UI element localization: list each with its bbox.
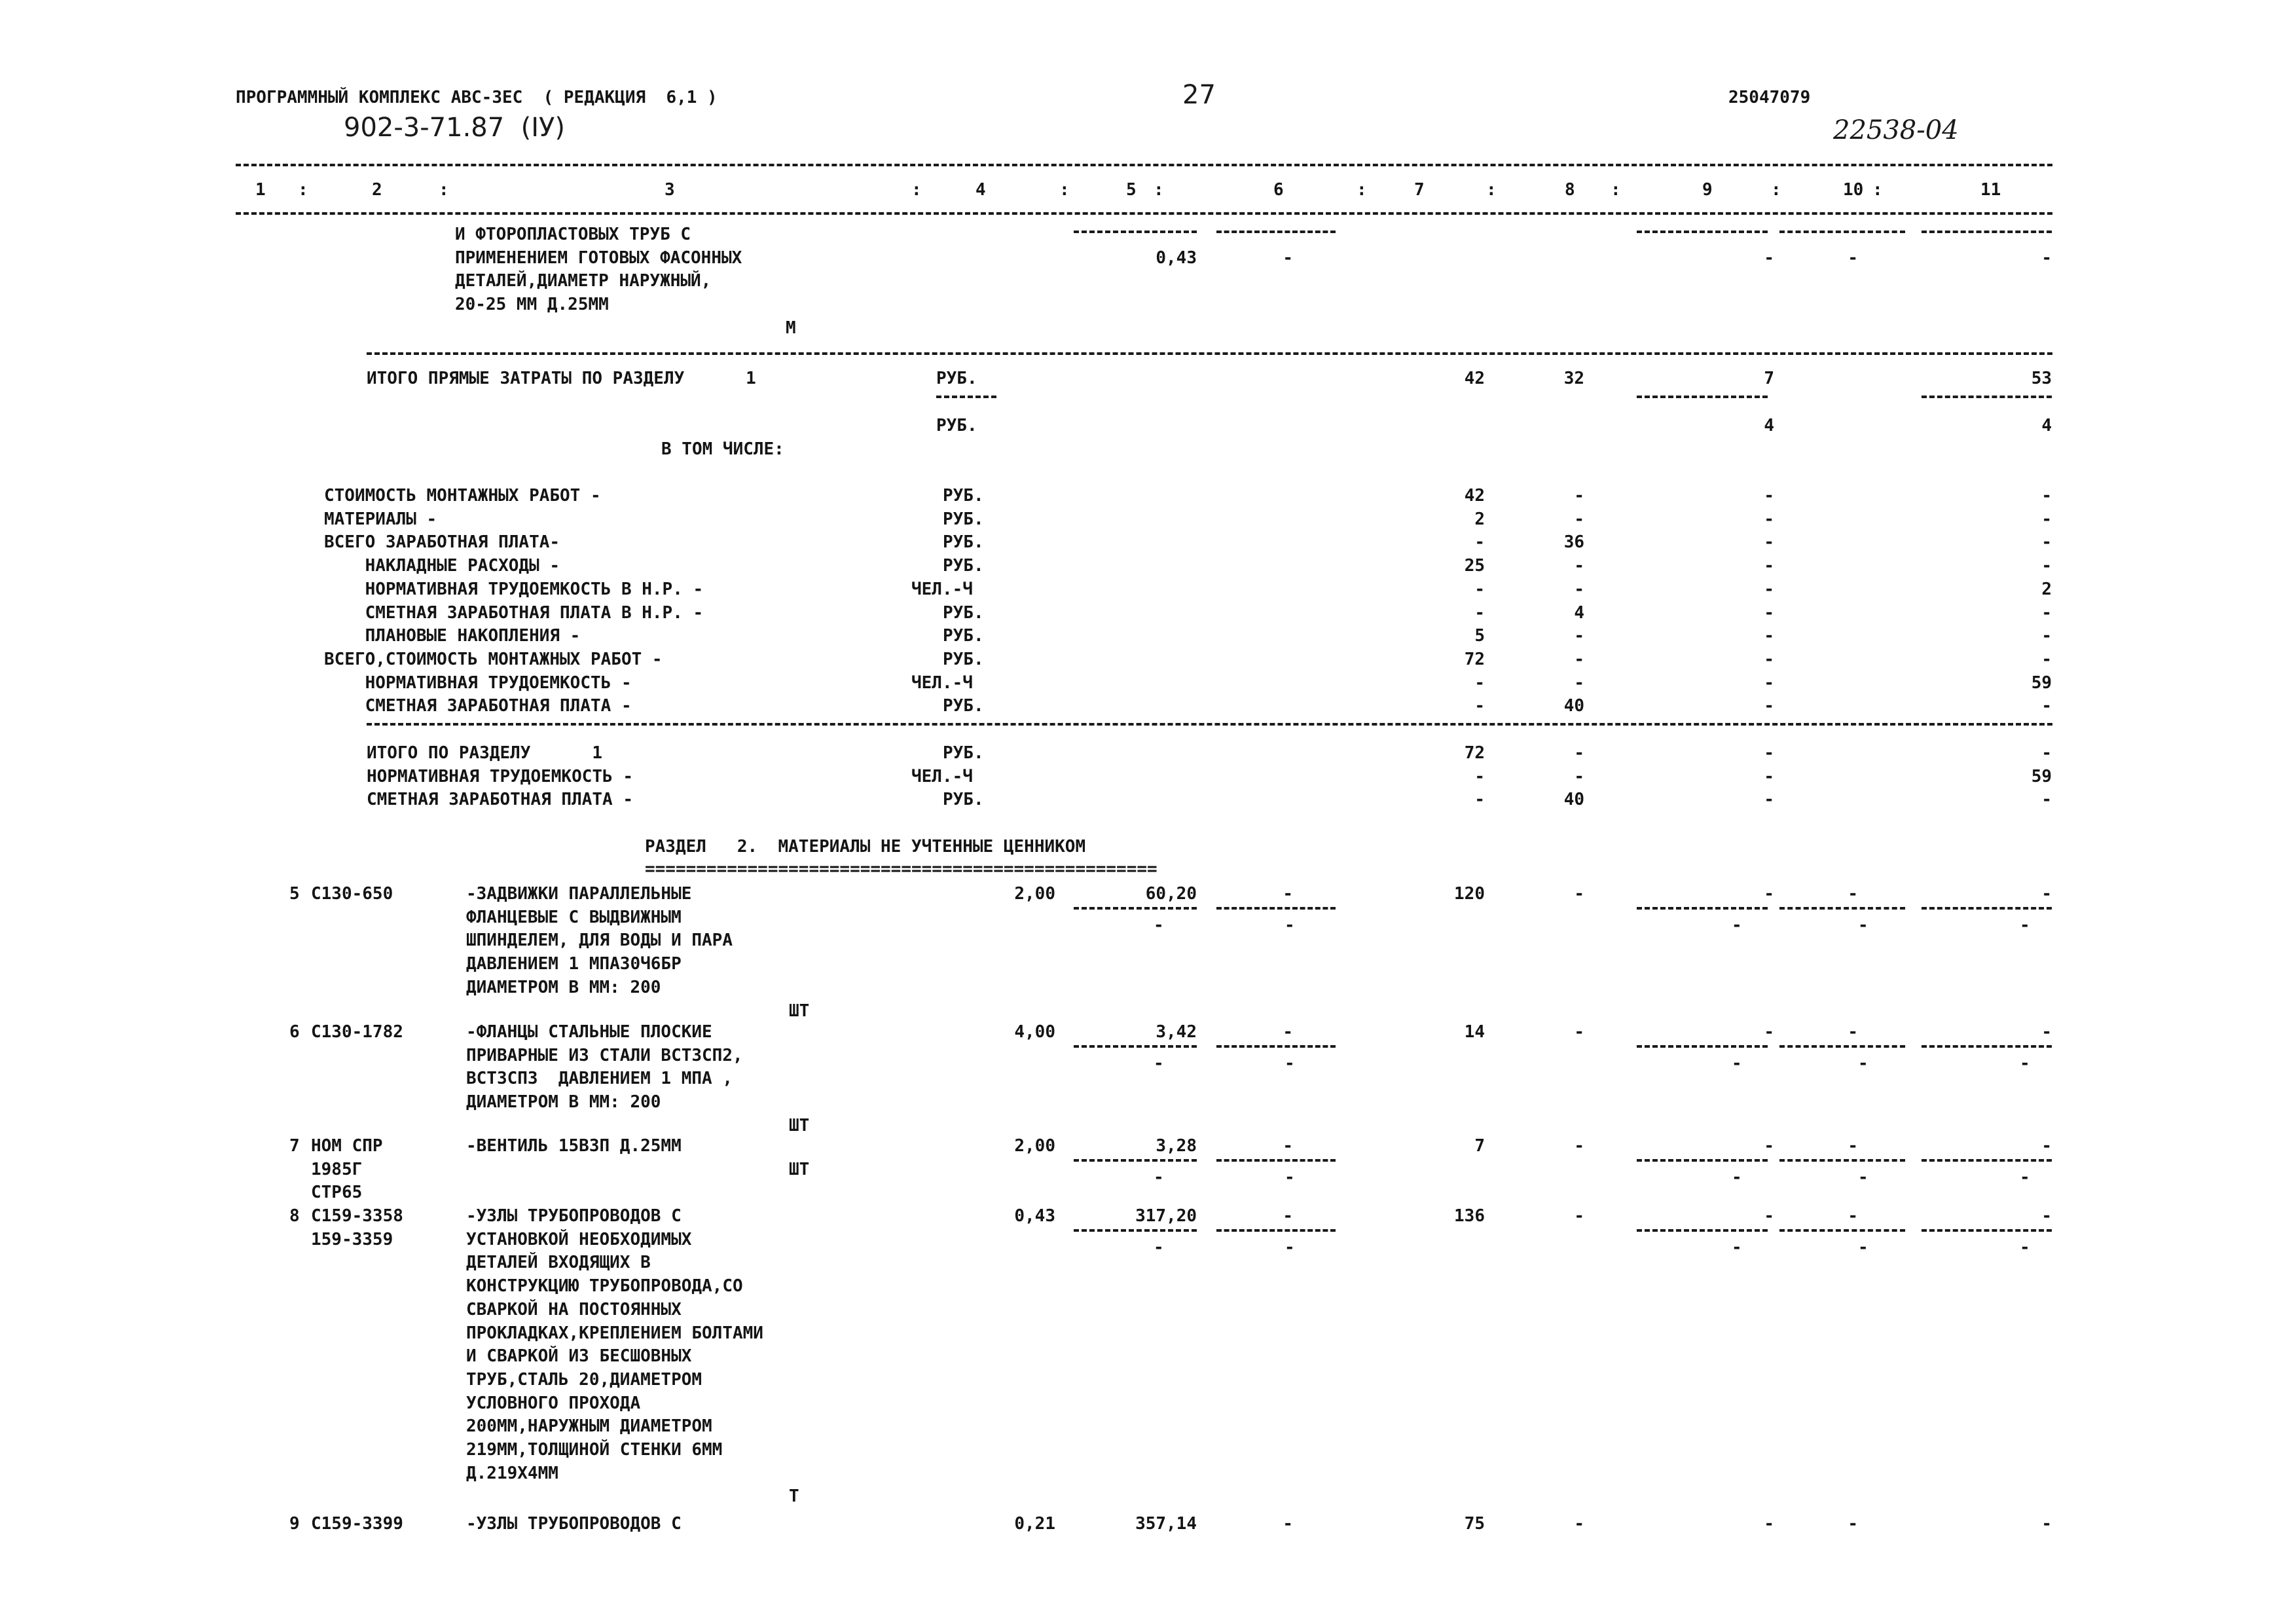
item-c8: - — [1574, 1206, 1584, 1226]
breakdown-c8: - — [1574, 509, 1584, 529]
item-c6: - — [1283, 1206, 1293, 1226]
sub-rule-c11 — [1922, 1159, 2052, 1162]
column-separator: : — [1154, 180, 1164, 200]
item-description-line: -ФЛАНЦЫ СТАЛЬНЫЕ ПЛОСКИЕ — [466, 1022, 712, 1042]
item-c9b: - — [1732, 1237, 1742, 1257]
sub-rule-c6 — [1216, 907, 1336, 910]
item-c5b: - — [1154, 1167, 1164, 1187]
sub-rule-c11 — [1922, 1229, 2052, 1232]
breakdown-c11: - — [2041, 649, 2052, 669]
column-separator: : — [1357, 180, 1367, 200]
header-top-rule — [236, 164, 2052, 166]
item-code: С130-650 — [311, 884, 393, 904]
sub-rule-c6 — [1216, 231, 1336, 233]
section1-total-c11b: 4 — [2041, 416, 2052, 435]
column-separator: : — [298, 180, 308, 200]
sub-rule-c6 — [1216, 1045, 1336, 1048]
item-c10: - — [1848, 884, 1858, 904]
item-description-line: ДИАМЕТРОМ В ММ: 200 — [466, 977, 661, 997]
item-c7: 75 — [1464, 1514, 1485, 1534]
item-c11: - — [2041, 1206, 2052, 1226]
unit-sub-rule — [936, 396, 996, 398]
item-unit: Т — [789, 1486, 799, 1507]
sub-rule-c9 — [1637, 1159, 1768, 1162]
item-c9b: - — [1732, 915, 1742, 935]
section-total-unit: РУБ. — [943, 790, 984, 810]
item-c6: - — [1283, 1514, 1293, 1534]
breakdown-c9: - — [1764, 626, 1774, 646]
item-description-line: ВСТ3СП3 ДАВЛЕНИЕМ 1 МПА , — [466, 1069, 733, 1089]
breakdown-label: НОРМАТИВНАЯ ТРУДОЕМКОСТЬ - — [324, 673, 632, 693]
item-c10: - — [1848, 1514, 1858, 1534]
column-separator: : — [1771, 180, 1781, 200]
breakdown-c11: 2 — [2041, 579, 2052, 599]
breakdown-label: ПЛАНОВЫЕ НАКОПЛЕНИЯ - — [324, 626, 581, 646]
item-description-line: ТРУБ,СТАЛЬ 20,ДИАМЕТРОМ — [466, 1369, 702, 1390]
column-separator: : — [1611, 180, 1621, 200]
item-c9b: - — [1732, 1167, 1742, 1187]
breakdown-unit: РУБ. — [943, 486, 984, 506]
item-description-line: СВАРКОЙ НА ПОСТОЯННЫХ — [466, 1299, 682, 1320]
section1-total-c9b: 4 — [1764, 416, 1774, 435]
item-description-line: ДИАМЕТРОМ В ММ: 200 — [466, 1092, 661, 1113]
item-description-line: -УЗЛЫ ТРУБОПРОВОДОВ С — [466, 1514, 682, 1534]
item-code: С130-1782 — [311, 1022, 403, 1042]
breakdown-c7: - — [1474, 579, 1485, 599]
item-code: 1985Г — [311, 1159, 363, 1179]
item-number: 9 — [289, 1514, 300, 1534]
breakdown-c8: 40 — [1563, 696, 1584, 716]
item-description-line: УСЛОВНОГО ПРОХОДА — [466, 1393, 641, 1413]
breakdown-label: ВСЕГО,СТОИМОСТЬ МОНТАЖНЫХ РАБОТ - — [324, 649, 663, 669]
item-description-line: ПРОКЛАДКАХ,КРЕПЛЕНИЕМ БОЛТАМИ — [466, 1323, 763, 1343]
item-cont-c9: - — [1764, 248, 1774, 268]
item-description-line: -ЗАДВИЖКИ ПАРАЛЛЕЛЬНЫЕ — [466, 884, 692, 904]
breakdown-label: НОРМАТИВНАЯ ТРУДОЕМКОСТЬ В Н.Р. - — [324, 579, 704, 599]
section-total-rule — [367, 352, 2052, 355]
column-separator: : — [439, 180, 449, 200]
breakdown-c11: - — [2041, 532, 2052, 553]
item-c10b: - — [1858, 915, 1868, 935]
breakdown-c8: 4 — [1574, 602, 1584, 623]
item-c11b: - — [2020, 1167, 2030, 1187]
breakdown-c11: 59 — [2031, 673, 2052, 693]
item-cont-c10: - — [1848, 248, 1858, 268]
sub-rule-c6 — [1216, 1229, 1336, 1232]
breakdown-c9: - — [1764, 509, 1774, 529]
breakdown-c8: - — [1574, 626, 1584, 646]
item-description-line: -УЗЛЫ ТРУБОПРОВОДОВ С — [466, 1206, 682, 1226]
breakdown-unit: РУБ. — [943, 649, 984, 669]
section2-title: РАЗДЕЛ 2. МАТЕРИАЛЫ НЕ УЧТЕННЫЕ ЦЕННИКОМ — [645, 837, 1086, 857]
breakdown-c7: 42 — [1464, 486, 1485, 506]
sub-rule-c11 — [1922, 907, 2052, 910]
section-total-c11: 59 — [2031, 766, 2052, 786]
item-c8: - — [1574, 1136, 1584, 1156]
item-c11: - — [2041, 1136, 2052, 1156]
item-c10b: - — [1858, 1167, 1868, 1187]
breakdown-c8: - — [1574, 673, 1584, 693]
breakdown-c8: - — [1574, 556, 1584, 576]
column-header-3: 3 — [665, 180, 675, 200]
item-c11b: - — [2020, 1237, 2030, 1257]
item-c5: 3,42 — [1156, 1022, 1197, 1042]
breakdown-c7: - — [1474, 673, 1485, 693]
section-total-c7: - — [1474, 766, 1485, 786]
column-header-1: 1 — [255, 180, 266, 200]
breakdown-label: СМЕТНАЯ ЗАРАБОТНАЯ ПЛАТА - — [324, 696, 632, 716]
column-header-9: 9 — [1702, 180, 1713, 200]
item-c7: 136 — [1454, 1206, 1485, 1226]
section-total-unit: ЧЕЛ.-Ч — [911, 766, 973, 786]
item-c6b: - — [1285, 1053, 1295, 1073]
column-separator: : — [1872, 180, 1883, 200]
sub-rule-c5 — [1074, 1045, 1197, 1048]
sub-rule-c11 — [1922, 1045, 2052, 1048]
item-c11: - — [2041, 884, 2052, 904]
section-total-c8: 40 — [1563, 790, 1584, 810]
section-total-c7: - — [1474, 790, 1485, 810]
item-c7: 7 — [1474, 1136, 1485, 1156]
item-c10b: - — [1858, 1053, 1868, 1073]
column-separator: : — [911, 180, 922, 200]
breakdown-c9: - — [1764, 696, 1774, 716]
section1-total-unit: РУБ. — [936, 369, 977, 388]
item-c6: - — [1283, 1022, 1293, 1042]
sub-rule-c9 — [1637, 1229, 1768, 1232]
sub-rule-c5 — [1074, 231, 1197, 233]
breakdown-unit: РУБ. — [943, 556, 984, 576]
sub-rule-c9 — [1637, 907, 1768, 910]
breakdown-c11: - — [2041, 486, 2052, 506]
section1-total-c11: 53 — [2031, 369, 2052, 388]
breakdown-unit: РУБ. — [943, 602, 984, 623]
item-description-line: 200ММ,НАРУЖНЫМ ДИАМЕТРОМ — [466, 1416, 712, 1437]
section1-total-c8: 32 — [1563, 369, 1584, 388]
column-separator: : — [1486, 180, 1497, 200]
item-description-line: ШПИНДЕЛЕМ, ДЛЯ ВОДЫ И ПАРА — [466, 931, 733, 951]
item-c9: - — [1764, 1514, 1774, 1534]
column-header-4: 4 — [975, 180, 986, 200]
item-c4: 0,43 — [1014, 1206, 1055, 1226]
section-total-c8: - — [1574, 743, 1584, 763]
section-total-label: СМЕТНАЯ ЗАРАБОТНАЯ ПЛАТА - — [367, 790, 633, 810]
item-c5: 3,28 — [1156, 1136, 1197, 1156]
breakdown-c7: 2 — [1474, 509, 1485, 529]
breakdown-c7: - — [1474, 532, 1485, 553]
section-total-c11: - — [2041, 743, 2052, 763]
c9-sub-rule — [1637, 396, 1768, 398]
item-c4: 4,00 — [1014, 1022, 1055, 1042]
item-c5b: - — [1154, 915, 1164, 935]
breakdown-c9: - — [1764, 673, 1774, 693]
item-c5: 60,20 — [1145, 884, 1197, 904]
item-cont-unit: М — [786, 318, 796, 338]
c11-sub-rule — [1922, 396, 2052, 398]
column-header-11: 11 — [1980, 180, 2001, 200]
item-number: 6 — [289, 1022, 300, 1042]
column-header-2: 2 — [372, 180, 382, 200]
item-description-line: УСТАНОВКОЙ НЕОБХОДИМЫХ — [466, 1229, 692, 1249]
item-cont-c6: - — [1283, 248, 1293, 268]
column-header-6: 6 — [1273, 180, 1284, 200]
breakdown-c7: 5 — [1474, 626, 1485, 646]
item-unit: ШТ — [789, 1001, 810, 1021]
including-label: В ТОМ ЧИСЛЕ: — [661, 439, 784, 459]
section1-total-unit2: РУБ. — [936, 416, 977, 435]
column-header-5: 5 — [1126, 180, 1137, 200]
item-cont-c5: 0,43 — [1156, 248, 1197, 268]
section-total-c9: - — [1764, 743, 1774, 763]
breakdown-c7: - — [1474, 602, 1485, 623]
breakdown-c9: - — [1764, 579, 1774, 599]
item-description-line: ФЛАНЦЕВЫЕ С ВЫДВИЖНЫМ — [466, 907, 682, 927]
item-unit: ШТ — [789, 1115, 810, 1135]
item-c10: - — [1848, 1136, 1858, 1156]
item-c6: - — [1283, 1136, 1293, 1156]
item-description-line: ДЕТАЛЕЙ ВХОДЯЩИХ В — [466, 1253, 651, 1273]
breakdown-c11: - — [2041, 696, 2052, 716]
item-c5b: - — [1154, 1237, 1164, 1257]
item-c5: 357,14 — [1135, 1514, 1197, 1534]
item-code: С159-3358 — [311, 1206, 403, 1226]
column-header-7: 7 — [1414, 180, 1425, 200]
breakdown-c11: - — [2041, 626, 2052, 646]
item-cont-c11: - — [2041, 248, 2052, 268]
item-c7: 120 — [1454, 884, 1485, 904]
breakdown-c9: - — [1764, 556, 1774, 576]
section-total-c9: - — [1764, 790, 1774, 810]
item-description-line: ДАВЛЕНИЕМ 1 МПА30Ч6БР — [466, 954, 682, 974]
sub-rule-c10 — [1779, 907, 1905, 910]
item-cont-line: И ФТОРОПЛАСТОВЫХ ТРУБ С — [455, 225, 691, 244]
item-c9: - — [1764, 1206, 1774, 1226]
breakdown-label: СМЕТНАЯ ЗАРАБОТНАЯ ПЛАТА В Н.Р. - — [324, 602, 704, 623]
breakdown-unit: РУБ. — [943, 626, 984, 646]
item-description-line: И СВАРКОЙ ИЗ БЕСШОВНЫХ — [466, 1346, 692, 1367]
breakdown-c9: - — [1764, 602, 1774, 623]
sub-rule-c11 — [1922, 231, 2052, 233]
sub-rule-c10 — [1779, 1159, 1905, 1162]
breakdown-label: НАКЛАДНЫЕ РАСХОДЫ - — [324, 556, 560, 576]
breakdown-c11: - — [2041, 556, 2052, 576]
breakdown-unit: ЧЕЛ.-Ч — [911, 579, 973, 599]
section1-total-c9: 7 — [1764, 369, 1774, 388]
item-description-line: КОНСТРУКЦИЮ ТРУБОПРОВОДА,СО — [466, 1276, 743, 1297]
breakdown-unit: РУБ. — [943, 509, 984, 529]
document-code: 25047079 — [1728, 88, 1811, 107]
breakdown-unit: ЧЕЛ.-Ч — [911, 673, 973, 693]
breakdown-c8: - — [1574, 649, 1584, 669]
breakdown-c7: 25 — [1464, 556, 1485, 576]
item-c5b: - — [1154, 1053, 1164, 1073]
item-unit: ШТ — [789, 1159, 810, 1179]
item-code: 159-3359 — [311, 1229, 393, 1249]
item-c8: - — [1574, 884, 1584, 904]
header-bottom-rule — [236, 212, 2052, 215]
item-c8: - — [1574, 1022, 1584, 1042]
breakdown-c11: - — [2041, 602, 2052, 623]
item-c9: - — [1764, 884, 1774, 904]
sub-rule-c10 — [1779, 1229, 1905, 1232]
item-description-line: -ВЕНТИЛЬ 15В3П Д.25ММ — [466, 1136, 682, 1156]
item-code: С159-3399 — [311, 1514, 403, 1534]
section-total-label: ИТОГО ПО РАЗДЕЛУ 1 — [367, 743, 603, 763]
item-c11b: - — [2020, 1053, 2030, 1073]
breakdown-c7: - — [1474, 696, 1485, 716]
breakdown-c7: 72 — [1464, 649, 1485, 669]
item-c4: 2,00 — [1014, 1136, 1055, 1156]
breakdown-unit: РУБ. — [943, 532, 984, 553]
breakdown-c9: - — [1764, 486, 1774, 506]
breakdown-c11: - — [2041, 509, 2052, 529]
item-number: 7 — [289, 1136, 300, 1156]
item-cont-line: ДЕТАЛЕЙ,ДИАМЕТР НАРУЖНЫЙ, — [455, 271, 712, 291]
page-number: 27 — [1182, 80, 1216, 110]
section-total-c7: 72 — [1464, 743, 1485, 763]
item-c4: 0,21 — [1014, 1514, 1055, 1534]
section-total-c9: - — [1764, 766, 1774, 786]
breakdown-label: ВСЕГО ЗАРАБОТНАЯ ПЛАТА- — [324, 532, 560, 553]
breakdown-c9: - — [1764, 532, 1774, 553]
breakdown-c8: - — [1574, 486, 1584, 506]
section1-total-c7: 42 — [1464, 369, 1485, 388]
breakdown-label: МАТЕРИАЛЫ - — [324, 509, 437, 529]
column-header-10: 10 — [1843, 180, 1864, 200]
sub-rule-c10 — [1779, 231, 1905, 233]
program-header: ПРОГРАММНЫЙ КОМПЛЕКС АВС-ЗЕС ( РЕДАКЦИЯ 6,1 ) — [236, 88, 718, 107]
breakdown-end-rule — [367, 723, 2052, 726]
breakdown-c9: - — [1764, 649, 1774, 669]
item-cont-line: ПРИМЕНЕНИЕМ ГОТОВЫХ ФАСОННЫХ — [455, 248, 742, 268]
item-c6b: - — [1285, 1237, 1295, 1257]
sub-rule-c6 — [1216, 1159, 1336, 1162]
breakdown-c8: 36 — [1563, 532, 1584, 553]
section-total-unit: РУБ. — [943, 743, 984, 763]
item-c5: 317,20 — [1135, 1206, 1197, 1226]
section1-total-label: ИТОГО ПРЯМЫЕ ЗАТРАТЫ ПО РАЗДЕЛУ 1 — [367, 369, 756, 388]
sub-rule-c5 — [1074, 1229, 1197, 1232]
item-c9: - — [1764, 1022, 1774, 1042]
section2-underline: ================================================== — [645, 859, 1157, 879]
breakdown-unit: РУБ. — [943, 696, 984, 716]
item-description-line: 219ММ,ТОЛЩИНОЙ СТЕНКИ 6ММ — [466, 1440, 723, 1460]
item-c9b: - — [1732, 1053, 1742, 1073]
breakdown-c8: - — [1574, 579, 1584, 599]
item-number: 5 — [289, 884, 300, 904]
project-number: 902-3-71.87 (IУ) — [344, 113, 565, 143]
item-description-line: ПРИВАРНЫЕ ИЗ СТАЛИ ВСТ3СП2, — [466, 1045, 743, 1065]
section-total-label: НОРМАТИВНАЯ ТРУДОЕМКОСТЬ - — [367, 766, 633, 786]
item-c10: - — [1848, 1206, 1858, 1226]
item-c4: 2,00 — [1014, 884, 1055, 904]
item-c7: 14 — [1464, 1022, 1485, 1042]
section-total-c8: - — [1574, 766, 1584, 786]
section-total-c11: - — [2041, 790, 2052, 810]
item-c11: - — [2041, 1022, 2052, 1042]
item-c10b: - — [1858, 1237, 1868, 1257]
sub-rule-c5 — [1074, 907, 1197, 910]
item-number: 8 — [289, 1206, 300, 1226]
item-c9: - — [1764, 1136, 1774, 1156]
document-number: 22538-04 — [1833, 115, 1959, 145]
item-c10: - — [1848, 1022, 1858, 1042]
column-separator: : — [1059, 180, 1070, 200]
item-c11b: - — [2020, 915, 2030, 935]
sub-rule-c5 — [1074, 1159, 1197, 1162]
item-description-line: Д.219Х4ММ — [466, 1463, 558, 1483]
item-c6b: - — [1285, 915, 1295, 935]
item-c6b: - — [1285, 1167, 1295, 1187]
item-code: СТР65 — [311, 1183, 363, 1203]
sub-rule-c10 — [1779, 1045, 1905, 1048]
item-c11: - — [2041, 1514, 2052, 1534]
item-c8: - — [1574, 1514, 1584, 1534]
sub-rule-c9 — [1637, 1045, 1768, 1048]
item-cont-line: 20-25 ММ Д.25ММ — [455, 295, 609, 315]
breakdown-label: СТОИМОСТЬ МОНТАЖНЫХ РАБОТ - — [324, 486, 601, 506]
item-c6: - — [1283, 884, 1293, 904]
column-header-8: 8 — [1565, 180, 1575, 200]
item-code: НОМ СПР — [311, 1136, 383, 1156]
sub-rule-c9 — [1637, 231, 1768, 233]
